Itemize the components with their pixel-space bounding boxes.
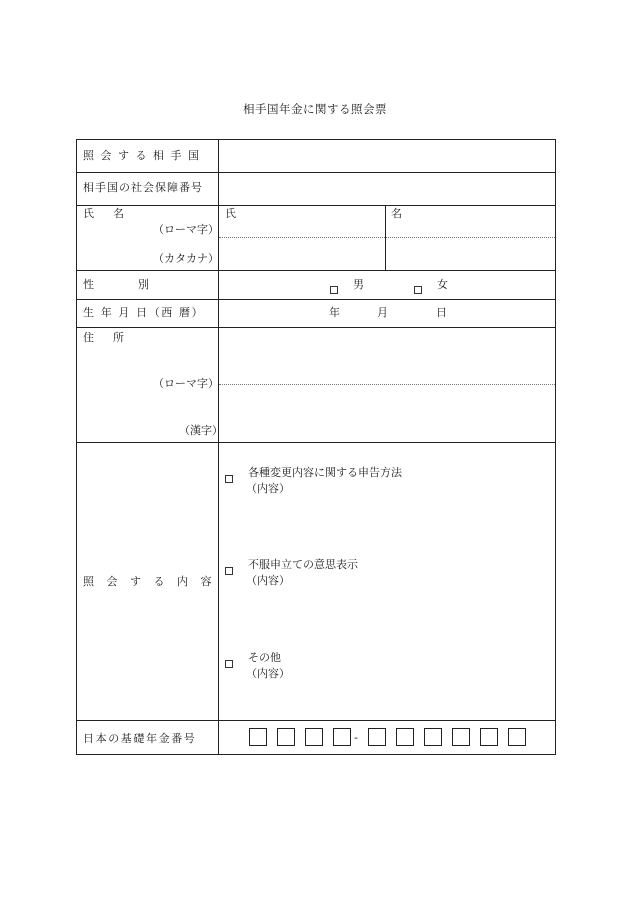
address-label: 住 所 <box>83 331 128 344</box>
inquiry-option-1[interactable] <box>225 468 233 487</box>
inquiry-option-3-label: その他 <box>248 651 281 664</box>
surname-roman-input[interactable] <box>219 220 384 236</box>
given-roman-input[interactable] <box>385 220 555 236</box>
dob-month-label: 月 <box>377 306 388 319</box>
checkbox-icon[interactable] <box>225 475 233 483</box>
inquiry-option-1-detail: （内容） <box>246 482 290 495</box>
address-roman-input[interactable] <box>219 328 555 382</box>
name-roman-label: （ローマ字） <box>153 223 219 236</box>
dob-input[interactable] <box>219 299 555 326</box>
inquiry-option-1-label: 各種変更内容に関する申告方法 <box>248 466 402 479</box>
pension-digit-box[interactable] <box>249 728 267 746</box>
form-title: 相手国年金に関する照会票 <box>243 102 387 116</box>
inquiry-label: 照 会 す る 内 容 <box>83 575 216 588</box>
address-kanji-label: （漢字） <box>179 424 223 437</box>
gender-label: 性 別 <box>83 278 149 291</box>
pension-digit-box[interactable] <box>396 728 414 746</box>
surname-kana-input[interactable] <box>219 238 384 268</box>
given-kana-input[interactable] <box>385 238 555 268</box>
pension-digit-box[interactable] <box>508 728 526 746</box>
gender-female-label: 女 <box>437 278 448 291</box>
inquiry-option-2[interactable] <box>225 560 233 579</box>
address-roman-label: （ローマ字） <box>153 377 219 390</box>
dob-year-label: 年 <box>329 306 340 319</box>
row-divider <box>77 720 555 721</box>
pension-number-label: 日本の基礎年金番号 <box>83 732 197 745</box>
ssn-label: 相手国の社会保障番号 <box>83 181 203 194</box>
pension-digit-box[interactable] <box>424 728 442 746</box>
name-kana-label: （カタカナ） <box>153 252 219 265</box>
pension-digit-box[interactable] <box>277 728 295 746</box>
checkbox-icon[interactable] <box>225 567 233 575</box>
gender-male-label: 男 <box>353 278 364 291</box>
pension-digit-box[interactable] <box>452 728 470 746</box>
pension-digit-box[interactable] <box>333 728 351 746</box>
country-label: 照会する相手国 <box>83 149 206 162</box>
country-input[interactable] <box>219 140 555 171</box>
gender-male-option[interactable] <box>330 279 338 298</box>
pension-digit-box[interactable] <box>480 728 498 746</box>
pension-digit-box[interactable] <box>305 728 323 746</box>
inquiry-option-3-detail: （内容） <box>246 667 290 680</box>
pension-digit-box[interactable] <box>368 728 386 746</box>
row-divider <box>77 442 555 443</box>
dob-day-label: 日 <box>436 306 447 319</box>
surname-header: 氏 <box>225 207 236 220</box>
given-name-header: 名 <box>391 207 402 220</box>
address-kanji-input[interactable] <box>219 385 555 440</box>
row-divider <box>77 270 555 271</box>
inquiry-option-2-label: 不服申立ての意思表示 <box>248 558 358 571</box>
row-divider <box>77 205 555 206</box>
checkbox-icon[interactable] <box>330 286 338 294</box>
checkbox-icon[interactable] <box>414 286 422 294</box>
inquiry-option-3[interactable] <box>225 653 233 672</box>
ssn-input[interactable] <box>219 172 555 204</box>
checkbox-icon[interactable] <box>225 660 233 668</box>
name-label: 氏 名 <box>83 207 128 220</box>
pension-number-dash: - <box>354 731 358 744</box>
inquiry-option-2-detail: （内容） <box>246 574 290 587</box>
gender-female-option[interactable] <box>414 279 422 298</box>
dob-label: 生 年 月 日（西 暦） <box>83 306 205 319</box>
